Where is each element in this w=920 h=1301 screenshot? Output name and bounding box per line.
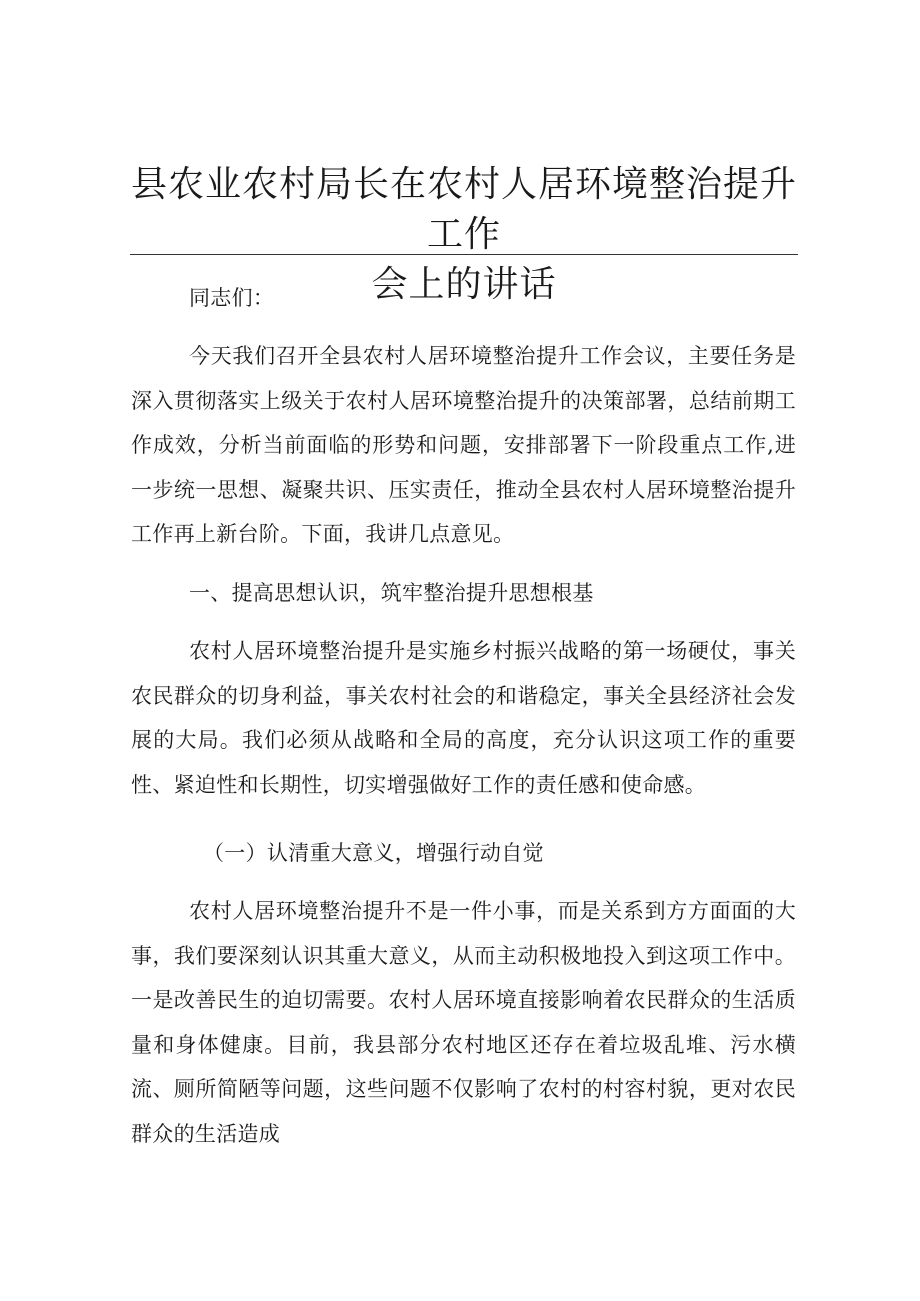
section-heading-1: 一、提高思想认识，筑牢整治提升思想根基 [189,581,594,605]
paragraph-subsection-1: 农村人居环境整治提升不是一件小事，而是关系到方方面面的大事，我们要深刻认识其重大意义，从而主动积极地投入到这项工作中。一是改善民生的迫切需要。农村人居环境直接影响着农民群众的生活质量和身体健康。目前，我县部分农村地区还存在着垃圾乱堆、污水横流、厕所简陋等问题，这些问题不仅影响了农村的村容村貌，更对农民群众的生活造成 [131,899,796,1146]
title-underline [130,254,798,255]
subsection-heading-1: （一）认清重大意义，增强行动自觉 [203,841,544,865]
salutation: 同志们： [189,286,275,310]
paragraph-section-1: 农村人居环境整治提升是实施乡村振兴战略的第一场硬仗，事关农民群众的切身利益，事关农村社会的和谐稳定，事关全县经济社会发展的大局。我们必须从战略和全局的高度，充分认识这项工作的重要性、紧迫性和长期性，切实增强做好工作的责任感和使命感。 [131,639,796,797]
paragraph-intro: 今天我们召开全县农村人居环境整治提升工作会议，主要任务是深入贯彻落实上级关于农村人居环境整治提升的决策部署，总结前期工作成效，分析当前面临的形势和问题，安排部署下一阶段重点工作,进一步统一思想、凝聚共识、压实责任，推动全县农村人居环境整治提升工作再上新台阶。下面，我讲几点意见。 [131,344,796,546]
title-line-1: 县农业农村局长在农村人居环境整治提升工作 [130,164,797,255]
title-line-2: 会上的讲话 [371,264,557,305]
